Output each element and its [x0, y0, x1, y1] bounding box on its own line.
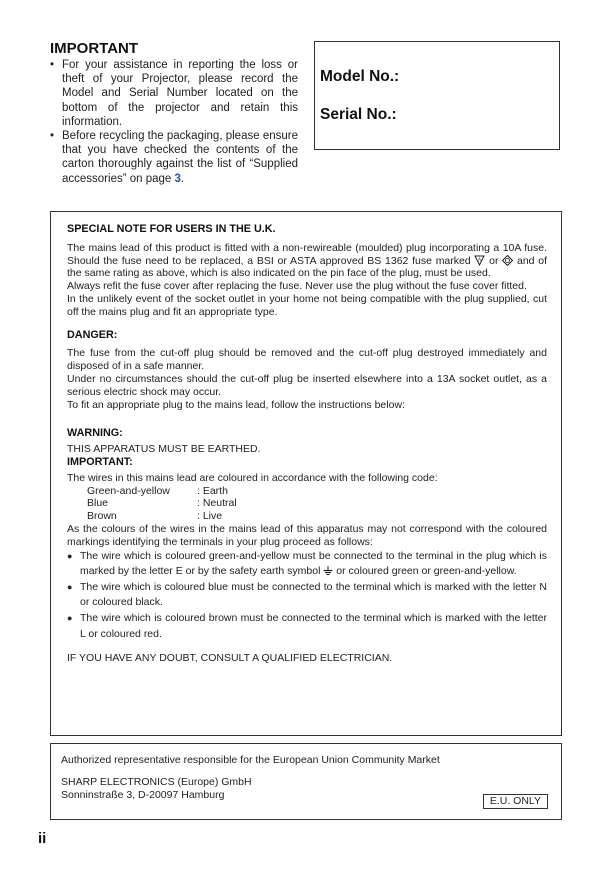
- uk-note-paragraph-fuse: The mains lead of this product is fitted with a non-rewireable (moulded) plug incorporating a 10A fuse. Should the fuse need to be replaced, a BSI or ASTA approved BS 1362 fuse marked A or and of the same rating as above, which is also indicated on the pin face of the plug, must be used.: [67, 241, 547, 280]
- danger-paragraph-1: The fuse from the cut-off plug should be removed and the cut-off plug destroyed immediately and disposed of in a safe manner.: [67, 347, 547, 373]
- list-item: ● The wire which is coloured brown must be connected to the terminal which is marked with the letter L or coloured red.: [67, 611, 547, 642]
- wire-code-row: Blue : Neutral: [87, 497, 237, 510]
- warning-heading: WARNING:: [67, 427, 123, 440]
- wires-intro: The wires in this mains lead are coloured in accordance with the following code:: [67, 471, 438, 484]
- earth-symbol-icon: [323, 566, 333, 575]
- uk-note-paragraph-socket: In the unlikely event of the socket outlet in your home not being compatible with the plug supplied, cut off the mains plug and fit an appropriate type.: [67, 292, 547, 318]
- important-heading: IMPORTANT: [50, 40, 139, 57]
- uk-note-paragraph-fuse-cover: Always refit the fuse cover after replacing the fuse. Never use the plug without the fuse cover fitted.: [67, 280, 527, 293]
- uk-special-note-box: [50, 211, 562, 736]
- consult-electrician-text: IF YOU HAVE ANY DOUBT, CONSULT A QUALIFIED ELECTRICIAN.: [67, 652, 393, 665]
- page-reference-link[interactable]: 3: [174, 172, 181, 185]
- wiring-instructions-list: [67, 549, 547, 643]
- list-item: ● The wire which is coloured blue must be connected to the terminal which is marked with the letter N or coloured black.: [67, 580, 547, 611]
- wire-code-row: Green-and-yellow : Earth: [87, 484, 228, 497]
- colours-paragraph: As the colours of the wires in the mains lead of this apparatus may not correspond with the coloured markings identifying the terminals in your plug proceed as follows:: [67, 522, 547, 548]
- bsi-kitemark-icon: [502, 255, 513, 266]
- asta-mark-icon: [474, 255, 485, 266]
- danger-paragraph-2: Under no circumstances should the cut-off plug be inserted elsewhere into a 13A socket outlet, as a serious electric shock may occur.: [67, 372, 547, 398]
- warning-text: THIS APPARATUS MUST BE EARTHED.: [67, 443, 261, 456]
- important-list: [50, 58, 298, 186]
- list-item: ● The wire which is coloured green-and-yellow must be connected to the terminal in the plug which is marked by the letter E or by the safety earth symbol or coloured green or green-and-yellow.: [67, 549, 547, 580]
- eu-representative-box: [50, 743, 562, 820]
- wire-code-row: Brown : Live: [87, 510, 223, 523]
- page-number: ii: [38, 830, 47, 847]
- company-name: SHARP ELECTRONICS (Europe) GmbH: [61, 776, 252, 788]
- eu-only-badge: E.U. ONLY: [483, 794, 548, 809]
- important-wiring-heading: IMPORTANT:: [67, 455, 133, 468]
- danger-paragraph-3: To fit an appropriate plug to the mains lead, follow the instructions below:: [67, 398, 405, 411]
- wire-colour-codes: [87, 485, 547, 523]
- model-serial-box: [314, 41, 560, 150]
- eu-representative-text: Authorized representative responsible for the European Union Community Market: [61, 754, 440, 766]
- model-number-label: Model No.:: [320, 68, 400, 85]
- important-bullet-record-serial: • For your assistance in reporting the loss or theft of your Projector, please record the Model and Serial Number located on the bottom of the projector and retain this information.: [50, 58, 298, 129]
- danger-heading: DANGER:: [67, 328, 118, 341]
- serial-number-label: Serial No.:: [320, 106, 397, 123]
- company-address: Sonninstraße 3, D-20097 Hamburg: [61, 789, 225, 801]
- important-section: [50, 40, 298, 186]
- important-bullet-recycling: • Before recycling the packaging, please ensure that you have checked the contents of the carton thoroughly against the list of “Supplied accessories” on page 3.: [50, 129, 298, 186]
- svg-text:A: A: [478, 257, 482, 263]
- uk-note-heading: SPECIAL NOTE FOR USERS IN THE U.K.: [67, 223, 276, 235]
